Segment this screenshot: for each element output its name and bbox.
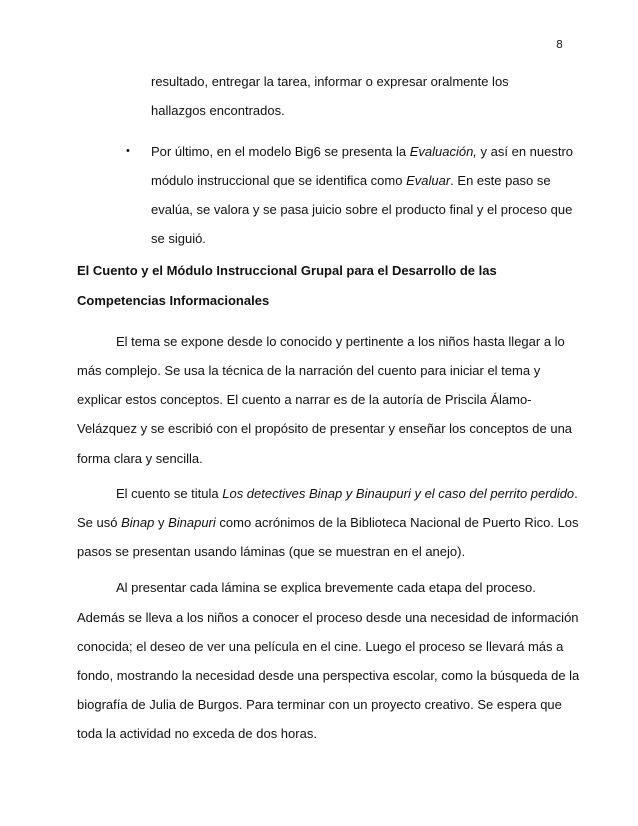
paragraph-3-line-3: conocida; el deseo de ver una película en el cine. Luego el proceso se llevará más a (77, 639, 564, 654)
paragraph-2-line-2-text: Se usó (77, 515, 122, 530)
paragraph-1-line-2: más complejo. Se usa la técnica de la narración del cuento para iniciar el tema y (77, 363, 541, 378)
paragraph-2-line-2-tail: como acrónimos de la Biblioteca Nacional de Puerto Rico. Los (215, 515, 579, 530)
bullet-item-line-3: evalúa, se valora y se pasa juicio sobre el producto final y el proceso que (151, 202, 573, 217)
paragraph-3-line-6: toda la actividad no exceda de dos horas. (77, 726, 317, 741)
bullet-item-line-2 (151, 173, 551, 189)
paragraph-2-line-3: pasos se presentan usando láminas (que se muestran en el anejo). (77, 544, 466, 559)
binapuri-term: Binapuri (168, 515, 216, 530)
paragraph-2-line-2 (77, 515, 579, 531)
paragraph-1-line-1: El tema se expone desde lo conocido y pertinente a los niños hasta llegar a lo (116, 334, 565, 349)
section-heading-line-2: Competencias Informacionales (77, 293, 270, 308)
paragraph-3-line-1: Al presentar cada lámina se explica brevemente cada etapa del proceso. (116, 580, 536, 595)
paragraph-1-line-3: explicar estos conceptos. El cuento a narrar es de la autoría de Priscila Álamo- (77, 392, 532, 407)
bullet-item-line-4: se siguió. (151, 231, 206, 246)
paragraph-3-line-2: Además se lleva a los niños a conocer el proceso desde una necesidad de información (77, 610, 579, 625)
bullet-item-line-2-text: módulo instruccional que se identifica como (151, 173, 407, 188)
section-heading-line-1: El Cuento y el Módulo Instruccional Grupal para el Desarrollo de las (77, 263, 497, 278)
evaluacion-term: Evaluación, (409, 144, 477, 159)
paragraph-2-line-1-tail: . (574, 486, 578, 501)
story-title: Los detectives Binap y Binaupuri y el caso del perrito perdido (222, 486, 575, 501)
bullet-item-line-1-text: Por último, en el modelo Big6 se presenta la (151, 144, 410, 159)
paragraph-2-line-1 (116, 486, 578, 502)
paragraph-3-line-4: fondo, mostrando la necesidad desde una perspectiva escolar, como la búsqueda de la (77, 668, 580, 683)
bullet-icon: • (126, 145, 130, 157)
paragraph-2-line-1-text: El cuento se titula (116, 486, 223, 501)
paragraph-1-line-4: Velázquez y se escribió con el propósito de presentar y enseñar los conceptos de una (77, 421, 573, 436)
paragraph-2-line-2-mid: y (154, 515, 169, 530)
bullet-item-line-2-tail: . En este paso se (450, 173, 551, 188)
evaluar-term: Evaluar (406, 173, 451, 188)
paragraph-1-line-5: forma clara y sencilla. (77, 451, 203, 466)
paragraph-3-line-5: biografía de Julia de Burgos. Para terminar con un proyecto creativo. Se espera que (77, 697, 562, 712)
bullet-item-line-1-tail: y así en nuestro (476, 144, 574, 159)
bullet-item-line-1 (151, 144, 573, 160)
list-continuation-line-1: resultado, entregar la tarea, informar o expresar oralmente los (151, 74, 509, 89)
binap-term: Binap (121, 515, 155, 530)
page-number: 8 (556, 38, 563, 51)
list-continuation-line-2: hallazgos encontrados. (151, 103, 285, 118)
